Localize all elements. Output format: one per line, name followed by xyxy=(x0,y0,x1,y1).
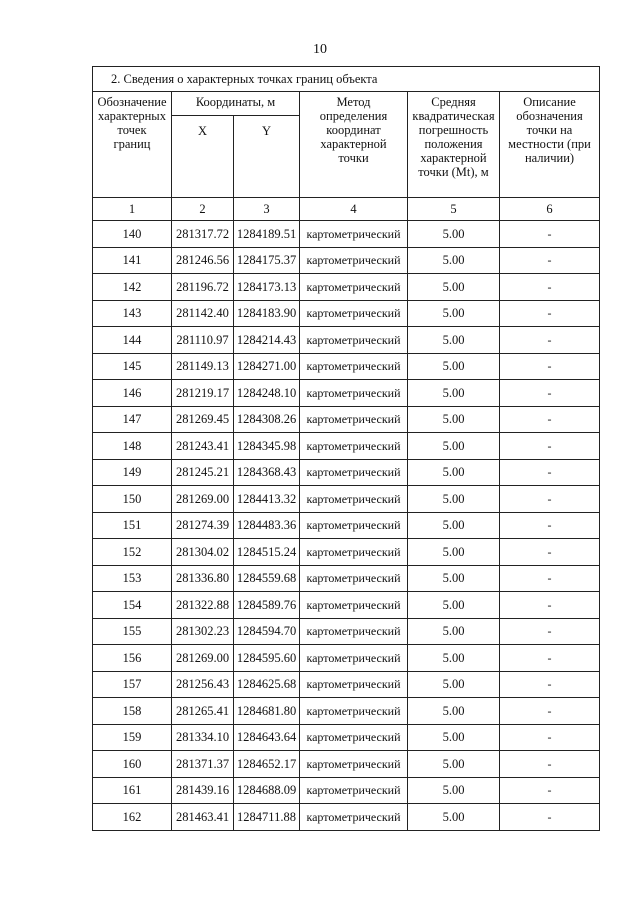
method-cell: картометрический xyxy=(300,327,408,354)
point-number-cell: 161 xyxy=(93,777,172,804)
error-cell: 5.00 xyxy=(408,274,500,301)
header-line: характерной xyxy=(320,137,387,151)
point-number-cell: 148 xyxy=(93,433,172,460)
header-line: Метод xyxy=(336,95,371,109)
error-cell: 5.00 xyxy=(408,247,500,274)
y-coordinate-cell: 1284214.43 xyxy=(234,327,300,354)
column-number: 4 xyxy=(300,198,408,221)
method-cell: картометрический xyxy=(300,221,408,248)
header-line: точки (Mt), м xyxy=(418,165,489,179)
method-cell: картометрический xyxy=(300,512,408,539)
y-coordinate-cell: 1284308.26 xyxy=(234,406,300,433)
method-cell: картометрический xyxy=(300,247,408,274)
x-coordinate-cell: 281336.80 xyxy=(172,565,234,592)
point-number-cell: 142 xyxy=(93,274,172,301)
method-cell: картометрический xyxy=(300,698,408,725)
error-cell: 5.00 xyxy=(408,698,500,725)
description-cell: - xyxy=(500,539,600,566)
x-coordinate-cell: 281439.16 xyxy=(172,777,234,804)
error-cell: 5.00 xyxy=(408,327,500,354)
x-coordinate-cell: 281269.00 xyxy=(172,486,234,513)
method-cell: картометрический xyxy=(300,353,408,380)
method-cell: картометрический xyxy=(300,539,408,566)
point-number-cell: 150 xyxy=(93,486,172,513)
description-cell: - xyxy=(500,327,600,354)
method-cell: картометрический xyxy=(300,724,408,751)
y-coordinate-cell: 1284515.24 xyxy=(234,539,300,566)
x-coordinate-cell: 281245.21 xyxy=(172,459,234,486)
table-row xyxy=(93,433,600,460)
point-number-cell: 149 xyxy=(93,459,172,486)
header-designation xyxy=(93,92,172,198)
description-cell: - xyxy=(500,512,600,539)
method-cell: картометрический xyxy=(300,433,408,460)
table-row xyxy=(93,327,600,354)
description-cell: - xyxy=(500,247,600,274)
point-number-cell: 154 xyxy=(93,592,172,619)
header-line: наличии) xyxy=(524,151,575,165)
x-coordinate-cell: 281219.17 xyxy=(172,380,234,407)
point-number-cell: 144 xyxy=(93,327,172,354)
description-cell: - xyxy=(500,300,600,327)
y-coordinate-cell: 1284652.17 xyxy=(234,751,300,778)
column-number: 5 xyxy=(408,198,500,221)
header-line: точек xyxy=(117,123,147,137)
x-coordinate-cell: 281269.00 xyxy=(172,645,234,672)
x-coordinate-cell: 281317.72 xyxy=(172,221,234,248)
error-cell: 5.00 xyxy=(408,539,500,566)
table-row xyxy=(93,645,600,672)
method-cell: картометрический xyxy=(300,804,408,831)
description-cell: - xyxy=(500,777,600,804)
column-number: 3 xyxy=(234,198,300,221)
description-cell: - xyxy=(500,724,600,751)
table-row xyxy=(93,353,600,380)
table-row xyxy=(93,698,600,725)
method-cell: картометрический xyxy=(300,592,408,619)
x-coordinate-cell: 281322.88 xyxy=(172,592,234,619)
point-number-cell: 157 xyxy=(93,671,172,698)
point-number-cell: 145 xyxy=(93,353,172,380)
table-row xyxy=(93,804,600,831)
x-coordinate-cell: 281246.56 xyxy=(172,247,234,274)
x-coordinate-cell: 281256.43 xyxy=(172,671,234,698)
y-coordinate-cell: 1284175.37 xyxy=(234,247,300,274)
header-x: X xyxy=(172,116,234,198)
header-line: границ xyxy=(113,137,151,151)
page-number: 10 xyxy=(313,42,327,57)
y-coordinate-cell: 1284413.32 xyxy=(234,486,300,513)
table-row xyxy=(93,539,600,566)
error-cell: 5.00 xyxy=(408,565,500,592)
error-cell: 5.00 xyxy=(408,724,500,751)
table-row xyxy=(93,406,600,433)
description-cell: - xyxy=(500,645,600,672)
y-coordinate-cell: 1284368.43 xyxy=(234,459,300,486)
header-line: погрешность xyxy=(418,123,489,137)
table-row xyxy=(93,751,600,778)
x-coordinate-cell: 281304.02 xyxy=(172,539,234,566)
y-coordinate-cell: 1284183.90 xyxy=(234,300,300,327)
header-error xyxy=(408,92,500,198)
y-coordinate-cell: 1284681.80 xyxy=(234,698,300,725)
column-numbers-row xyxy=(93,198,600,221)
point-number-cell: 141 xyxy=(93,247,172,274)
error-cell: 5.00 xyxy=(408,406,500,433)
error-cell: 5.00 xyxy=(408,671,500,698)
error-cell: 5.00 xyxy=(408,459,500,486)
table-row xyxy=(93,221,600,248)
y-coordinate-cell: 1284559.68 xyxy=(234,565,300,592)
point-number-cell: 143 xyxy=(93,300,172,327)
x-coordinate-cell: 281371.37 xyxy=(172,751,234,778)
point-number-cell: 156 xyxy=(93,645,172,672)
x-coordinate-cell: 281196.72 xyxy=(172,274,234,301)
header-line: точки xyxy=(338,151,369,165)
table-row xyxy=(93,459,600,486)
column-number: 2 xyxy=(172,198,234,221)
description-cell: - xyxy=(500,751,600,778)
table-row xyxy=(93,380,600,407)
method-cell: картометрический xyxy=(300,406,408,433)
method-cell: картометрический xyxy=(300,618,408,645)
method-cell: картометрический xyxy=(300,565,408,592)
error-cell: 5.00 xyxy=(408,592,500,619)
description-cell: - xyxy=(500,353,600,380)
header-line: точки на xyxy=(526,123,573,137)
header-line: характерных xyxy=(98,109,166,123)
table-row xyxy=(93,618,600,645)
description-cell: - xyxy=(500,565,600,592)
description-cell: - xyxy=(500,221,600,248)
table-row xyxy=(93,777,600,804)
point-number-cell: 158 xyxy=(93,698,172,725)
y-coordinate-cell: 1284173.13 xyxy=(234,274,300,301)
y-coordinate-cell: 1284625.68 xyxy=(234,671,300,698)
x-coordinate-cell: 281334.10 xyxy=(172,724,234,751)
x-coordinate-cell: 281269.45 xyxy=(172,406,234,433)
description-cell: - xyxy=(500,671,600,698)
table-row xyxy=(93,724,600,751)
y-coordinate-cell: 1284248.10 xyxy=(234,380,300,407)
x-coordinate-cell: 281463.41 xyxy=(172,804,234,831)
y-coordinate-cell: 1284589.76 xyxy=(234,592,300,619)
error-cell: 5.00 xyxy=(408,618,500,645)
header-line: квадратическая xyxy=(412,109,495,123)
y-coordinate-cell: 1284688.09 xyxy=(234,777,300,804)
header-line: Средняя xyxy=(431,95,476,109)
method-cell: картометрический xyxy=(300,459,408,486)
description-cell: - xyxy=(500,804,600,831)
y-coordinate-cell: 1284483.36 xyxy=(234,512,300,539)
error-cell: 5.00 xyxy=(408,433,500,460)
y-coordinate-cell: 1284345.98 xyxy=(234,433,300,460)
description-cell: - xyxy=(500,406,600,433)
error-cell: 5.00 xyxy=(408,380,500,407)
point-number-cell: 146 xyxy=(93,380,172,407)
header-coordinates: Координаты, м xyxy=(172,92,300,116)
point-number-cell: 151 xyxy=(93,512,172,539)
table-row xyxy=(93,671,600,698)
table-row xyxy=(93,565,600,592)
section-title: 2. Сведения о характерных точках границ объекта xyxy=(93,67,600,92)
point-number-cell: 159 xyxy=(93,724,172,751)
boundary-points-table xyxy=(92,66,600,831)
method-cell: картометрический xyxy=(300,671,408,698)
y-coordinate-cell: 1284595.60 xyxy=(234,645,300,672)
x-coordinate-cell: 281149.13 xyxy=(172,353,234,380)
table-row xyxy=(93,300,600,327)
header-method xyxy=(300,92,408,198)
table-row xyxy=(93,512,600,539)
point-number-cell: 155 xyxy=(93,618,172,645)
table-row xyxy=(93,592,600,619)
description-cell: - xyxy=(500,380,600,407)
x-coordinate-cell: 281265.41 xyxy=(172,698,234,725)
point-number-cell: 160 xyxy=(93,751,172,778)
header-line: характерной xyxy=(420,151,487,165)
point-number-cell: 147 xyxy=(93,406,172,433)
table-row xyxy=(93,486,600,513)
error-cell: 5.00 xyxy=(408,804,500,831)
description-cell: - xyxy=(500,486,600,513)
header-line: Описание xyxy=(523,95,576,109)
y-coordinate-cell: 1284711.88 xyxy=(234,804,300,831)
description-cell: - xyxy=(500,698,600,725)
error-cell: 5.00 xyxy=(408,512,500,539)
description-cell: - xyxy=(500,618,600,645)
y-coordinate-cell: 1284643.64 xyxy=(234,724,300,751)
point-number-cell: 140 xyxy=(93,221,172,248)
x-coordinate-cell: 281142.40 xyxy=(172,300,234,327)
description-cell: - xyxy=(500,592,600,619)
x-coordinate-cell: 281274.39 xyxy=(172,512,234,539)
header-line: местности (при xyxy=(508,137,591,151)
header-line: положения xyxy=(424,137,483,151)
point-number-cell: 162 xyxy=(93,804,172,831)
header-line: Обозначение xyxy=(97,95,167,109)
method-cell: картометрический xyxy=(300,645,408,672)
method-cell: картометрический xyxy=(300,777,408,804)
header-line: обозначения xyxy=(516,109,583,123)
point-number-cell: 153 xyxy=(93,565,172,592)
header-line: определения xyxy=(319,109,388,123)
error-cell: 5.00 xyxy=(408,300,500,327)
description-cell: - xyxy=(500,274,600,301)
table-row xyxy=(93,274,600,301)
method-cell: картометрический xyxy=(300,274,408,301)
error-cell: 5.00 xyxy=(408,777,500,804)
y-coordinate-cell: 1284594.70 xyxy=(234,618,300,645)
error-cell: 5.00 xyxy=(408,221,500,248)
column-number: 6 xyxy=(500,198,600,221)
header-y: Y xyxy=(234,116,300,198)
description-cell: - xyxy=(500,433,600,460)
x-coordinate-cell: 281302.23 xyxy=(172,618,234,645)
x-coordinate-cell: 281110.97 xyxy=(172,327,234,354)
error-cell: 5.00 xyxy=(408,645,500,672)
method-cell: картометрический xyxy=(300,380,408,407)
error-cell: 5.00 xyxy=(408,486,500,513)
header-line: координат xyxy=(326,123,381,137)
error-cell: 5.00 xyxy=(408,751,500,778)
error-cell: 5.00 xyxy=(408,353,500,380)
description-cell: - xyxy=(500,459,600,486)
x-coordinate-cell: 281243.41 xyxy=(172,433,234,460)
header-description xyxy=(500,92,600,198)
table-row xyxy=(93,247,600,274)
method-cell: картометрический xyxy=(300,300,408,327)
y-coordinate-cell: 1284271.00 xyxy=(234,353,300,380)
column-number: 1 xyxy=(93,198,172,221)
y-coordinate-cell: 1284189.51 xyxy=(234,221,300,248)
point-number-cell: 152 xyxy=(93,539,172,566)
method-cell: картометрический xyxy=(300,486,408,513)
method-cell: картометрический xyxy=(300,751,408,778)
